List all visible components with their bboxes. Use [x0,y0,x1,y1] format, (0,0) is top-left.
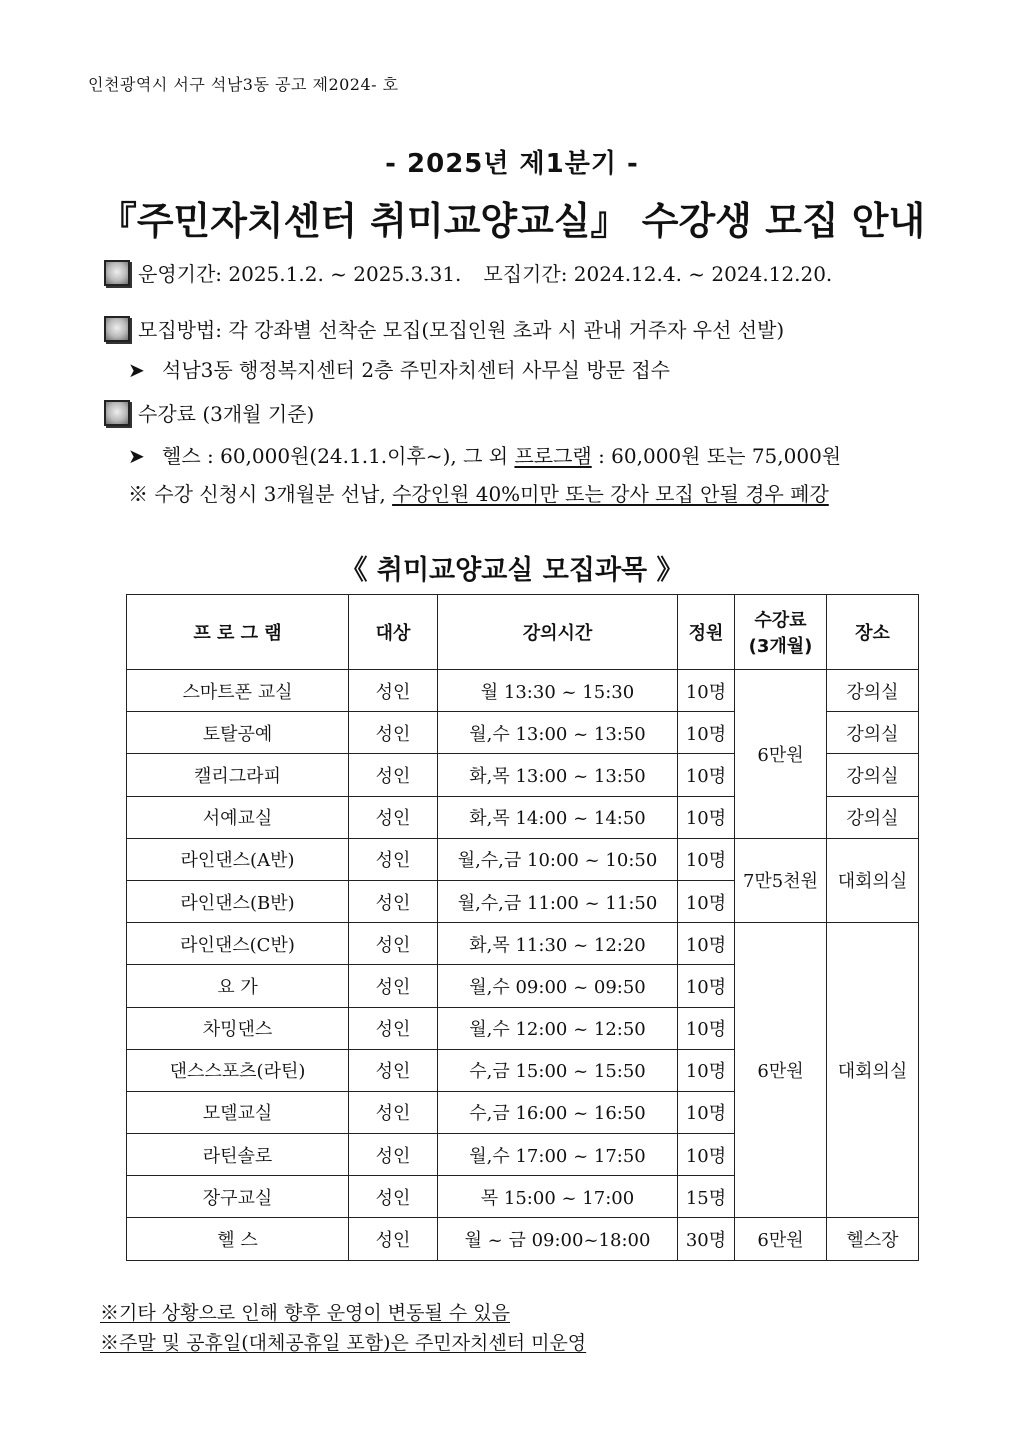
arrow-bullet-icon: ➤ [128,358,145,382]
header-time: 강의시간 [438,595,678,670]
footnote-1: ※기타 상황으로 인해 향후 운영이 변동될 수 있음 [100,1302,511,1324]
cell-time: 월 13:30 ~ 15:30 [438,670,678,712]
method-detail: 석남3동 행정복지센터 2층 주민자치센터 사무실 방문 접수 [162,358,670,382]
table-row [127,1218,919,1260]
cell-capacity: 10명 [678,1134,735,1176]
cell-capacity: 10명 [678,880,735,922]
fee-note-a: ※ 수강 신청시 3개월분 선납, [128,482,393,506]
cell-program: 장구교실 [127,1176,349,1218]
cell-time: 월 ~ 금 09:00~18:00 [438,1218,678,1260]
cell-capacity: 10명 [678,670,735,712]
cell-target: 성인 [349,838,438,880]
cell-capacity: 10명 [678,965,735,1007]
cell-time: 목 15:00 ~ 17:00 [438,1176,678,1218]
period-line [104,258,832,287]
arrow-bullet-icon: ➤ [128,444,145,468]
table-header-row [127,595,919,670]
cell-place: 헬스장 [827,1218,919,1260]
cell-target: 성인 [349,923,438,965]
cell-place: 강의실 [827,754,919,796]
cell-program: 토탈공예 [127,712,349,754]
cell-place-merged: 대회의실 [827,923,919,1218]
cell-program: 라틴솔로 [127,1134,349,1176]
cell-capacity: 15명 [678,1176,735,1218]
table-row [127,670,919,712]
cell-time: 월,수,금 11:00 ~ 11:50 [438,880,678,922]
cell-capacity: 10명 [678,754,735,796]
cell-program: 서예교실 [127,796,349,838]
header-fee-period: (3개월) [748,636,813,657]
cell-capacity: 10명 [678,838,735,880]
cell-capacity: 10명 [678,923,735,965]
cell-target: 성인 [349,965,438,1007]
page-title: 『주민자치센터 취미교양교실』 수강생 모집 안내 [98,199,926,243]
cell-fee-merged: 7만5천원 [735,838,827,922]
table-row [127,838,919,880]
cell-place-merged: 대회의실 [827,838,919,922]
footnote-2: ※주말 및 공휴일(대체공휴일 포함)은 주민자치센터 미운영 [100,1332,587,1354]
cell-target: 성인 [349,1007,438,1049]
header-fee [735,595,827,670]
cell-time: 화,목 14:00 ~ 14:50 [438,796,678,838]
cell-program: 헬 스 [127,1218,349,1260]
cell-capacity: 10명 [678,796,735,838]
cell-capacity: 10명 [678,1007,735,1049]
fee-title: 수강료 (3개월 기준) [138,402,315,426]
square-bullet-icon [104,260,130,286]
method-sub-line [128,354,670,383]
cell-time: 월,수 13:00 ~ 13:50 [438,712,678,754]
cell-capacity: 30명 [678,1218,735,1260]
cell-place: 강의실 [827,670,919,712]
cell-time: 월,수 12:00 ~ 12:50 [438,1007,678,1049]
fee-detail-a: 헬스 : 60,000원(24.1.1.이후~), 그 외 [162,444,515,468]
cell-fee: 6만원 [735,1218,827,1260]
cell-target: 성인 [349,880,438,922]
header-capacity: 정원 [678,595,735,670]
cell-target: 성인 [349,1049,438,1091]
header-program: 프 로 그 램 [127,595,349,670]
header-fee-label: 수강료 [754,610,807,631]
course-table [126,594,919,1261]
cell-place: 강의실 [827,796,919,838]
cell-program: 라인댄스(B반) [127,880,349,922]
cell-target: 성인 [349,1176,438,1218]
operation-period: 운영기간: 2025.1.2. ~ 2025.3.31. [138,262,462,286]
cell-time: 월,수 17:00 ~ 17:50 [438,1134,678,1176]
quarter-subtitle: - 2025년 제1분기 - [385,149,639,179]
recruit-period: 모집기간: 2024.12.4. ~ 2024.12.20. [483,262,833,286]
cell-program: 차밍댄스 [127,1007,349,1049]
header-target: 대상 [349,595,438,670]
cell-target: 성인 [349,712,438,754]
cell-time: 월,수,금 10:00 ~ 10:50 [438,838,678,880]
cell-target: 성인 [349,1218,438,1260]
cell-fee-merged: 6만원 [735,670,827,839]
cell-program: 댄스스포츠(라틴) [127,1049,349,1091]
cell-program: 라인댄스(C반) [127,923,349,965]
cell-target: 성인 [349,1134,438,1176]
table-row [127,923,919,965]
cell-fee-merged: 6만원 [735,923,827,1218]
square-bullet-icon [104,316,130,342]
cell-target: 성인 [349,1091,438,1133]
cell-program: 캘리그라피 [127,754,349,796]
cell-target: 성인 [349,754,438,796]
fee-sub-line [128,440,841,469]
cell-capacity: 10명 [678,1049,735,1091]
cell-program: 요 가 [127,965,349,1007]
fee-detail-b: 프로그램 [514,444,592,468]
cell-capacity: 10명 [678,1091,735,1133]
fee-line [104,398,314,427]
cell-program: 모델교실 [127,1091,349,1133]
fee-note-b: 수강인원 40%미만 또는 강사 모집 안될 경우 폐강 [392,482,829,506]
method-line [104,314,784,343]
cell-target: 성인 [349,670,438,712]
cell-place: 강의실 [827,712,919,754]
cell-time: 수,금 15:00 ~ 15:50 [438,1049,678,1091]
cell-program: 라인댄스(A반) [127,838,349,880]
cell-time: 화,목 13:00 ~ 13:50 [438,754,678,796]
header-place: 장소 [827,595,919,670]
recruit-method: 모집방법: 각 강좌별 선착순 모집(모집인원 초과 시 관내 거주자 우선 선발) [138,318,785,342]
cell-time: 수,금 16:00 ~ 16:50 [438,1091,678,1133]
cell-target: 성인 [349,796,438,838]
fee-note-line [128,478,829,507]
fee-detail-c: : 60,000원 또는 75,000원 [591,444,842,468]
section-title: 《 취미교양교실 모집과목 》 [340,555,684,586]
cell-program: 스마트폰 교실 [127,670,349,712]
notice-number: 인천광역시 서구 석남3동 공고 제2024- 호 [88,75,399,94]
cell-time: 화,목 11:30 ~ 12:20 [438,923,678,965]
cell-capacity: 10명 [678,712,735,754]
square-bullet-icon [104,400,130,426]
cell-time: 월,수 09:00 ~ 09:50 [438,965,678,1007]
